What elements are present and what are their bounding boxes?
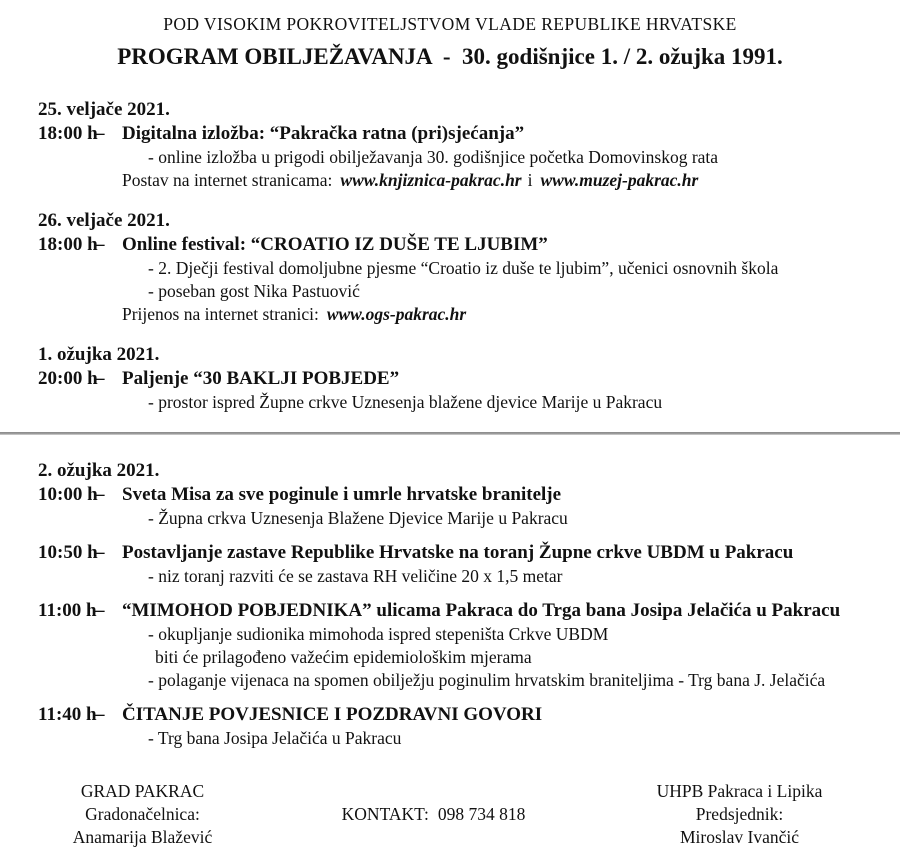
organizer-person: Miroslav Ivančić <box>679 827 800 847</box>
event-detail: - prostor ispred Župne crkve Uznesenja blažene djevice Marije u Pakracu <box>148 392 663 412</box>
event-header <box>0 233 900 257</box>
event-detail: - Župna crkva Uznesenja Blažene Djevice Marije u Pakracu <box>148 508 568 528</box>
event-title: “MIMOHOD POBJEDNIKA” ulicama Pakraca do Trga bana Josipa Jelačića u Pakracu <box>122 600 841 621</box>
event-header <box>0 599 900 623</box>
date-heading: 25. veljače 2021. <box>38 99 170 120</box>
event-detail: - Trg bana Josipa Jelačića u Pakracu <box>148 728 402 748</box>
document-footer <box>0 780 900 849</box>
link-conjunction: i <box>527 170 533 190</box>
section-25-veljace <box>0 98 900 192</box>
link-prefix: Prijenos na internet stranici: <box>122 304 319 324</box>
event-detail: - okupljanje sudionika mimohoda ispred stepeništa Crkve UBDM <box>148 624 609 644</box>
event-detail: - polaganje vijenaca na spomen obilježju poginulim hrvatskim braniteljima - Trg bana J. Jelačića <box>148 670 826 690</box>
website-url: www.knjiznica-pakrac.hr <box>340 170 522 190</box>
time-title-separator: – <box>95 542 105 563</box>
section-1-ozujka <box>0 343 900 414</box>
event <box>0 541 900 588</box>
event-time: 11:00 h <box>38 600 97 621</box>
organizer-name: UHPB Pakraca i Lipika <box>656 781 823 801</box>
event-title: Postavljanje zastave Republike Hrvatske na toranj Župne crkve UBDM u Pakracu <box>122 542 794 563</box>
event-time: 11:40 h <box>38 704 97 725</box>
date-heading: 26. veljače 2021. <box>38 210 170 231</box>
event-time: 18:00 h <box>38 234 98 255</box>
event-time: 10:50 h <box>38 542 98 563</box>
event-title: Paljenje “30 BAKLJI POBJEDE” <box>122 368 400 389</box>
contact-label: KONTAKT: <box>341 804 429 824</box>
event-time: 10:00 h <box>38 484 98 505</box>
event-header <box>0 703 900 727</box>
organizer-person: Anamarija Blažević <box>72 827 213 847</box>
event-detail: - niz toranj razviti će se zastava RH veličine 20 x 1,5 metar <box>148 566 563 586</box>
section-2-ozujka <box>0 459 900 750</box>
event-time: 18:00 h <box>38 123 98 144</box>
section-26-veljace <box>0 209 900 326</box>
time-title-separator: – <box>95 123 105 144</box>
contact-phone: 098 734 818 <box>437 804 526 824</box>
program-schedule <box>0 98 900 750</box>
event-detail: biti će prilagođeno važećim epidemiološkim mjerama <box>155 647 532 667</box>
event-title: Online festival: “CROATIO IZ DUŠE TE LJUBIM” <box>122 234 548 255</box>
time-title-separator: – <box>95 368 105 389</box>
date-heading: 2. ožujka 2021. <box>38 460 160 481</box>
event-detail: - online izložba u prigodi obilježavanja 30. godišnjice početka Domovinskog rata <box>148 147 719 167</box>
footer-organizer-association <box>617 780 862 849</box>
website-url: www.ogs-pakrac.hr <box>326 304 467 324</box>
event <box>0 599 900 692</box>
time-title-separator: – <box>95 484 105 505</box>
website-url: www.muzej-pakrac.hr <box>540 170 699 190</box>
date-heading: 1. ožujka 2021. <box>38 344 160 365</box>
event <box>0 233 900 326</box>
time-title-separator: – <box>95 234 105 255</box>
patronage-line: POD VISOKIM POKROVITELJSTVOM VLADE REPUBLIKE HRVATSKE <box>163 14 737 34</box>
event-header <box>0 367 900 391</box>
event-header <box>0 122 900 146</box>
event-title: Sveta Misa za sve poginule i umrle hrvatske branitelje <box>122 484 562 505</box>
event-links <box>0 169 900 192</box>
organizer-name: GRAD PAKRAC <box>80 781 205 801</box>
document-title: PROGRAM OBILJEŽAVANJA - 30. godišnjice 1. / 2. ožujka 1991. <box>117 44 783 69</box>
event-header <box>0 483 900 507</box>
event-title: ČITANJE POVJESNICE I POZDRAVNI GOVORI <box>122 704 543 725</box>
event-time: 20:00 h <box>38 368 98 389</box>
event-title: Digitalna izložba: “Pakračka ratna (pri)sjećanja” <box>122 123 525 144</box>
event <box>0 483 900 530</box>
section-divider <box>0 432 900 435</box>
event-detail: - 2. Dječji festival domoljubne pjesme “Croatio iz duše te ljubim”, učenici osnovnih škola <box>148 258 779 278</box>
event-links <box>0 303 900 326</box>
event <box>0 703 900 750</box>
organizer-role: Predsjednik: <box>695 804 784 824</box>
organizer-role: Gradonačelnica: <box>85 804 200 824</box>
event-detail: - poseban gost Nika Pastuović <box>148 281 360 301</box>
time-title-separator: – <box>95 600 105 621</box>
event <box>0 367 900 414</box>
event-header <box>0 541 900 565</box>
footer-organizer-city <box>35 780 250 849</box>
time-title-separator: – <box>95 704 105 725</box>
footer-contact <box>250 780 617 849</box>
event <box>0 122 900 192</box>
link-prefix: Postav na internet stranicama: <box>122 170 333 190</box>
